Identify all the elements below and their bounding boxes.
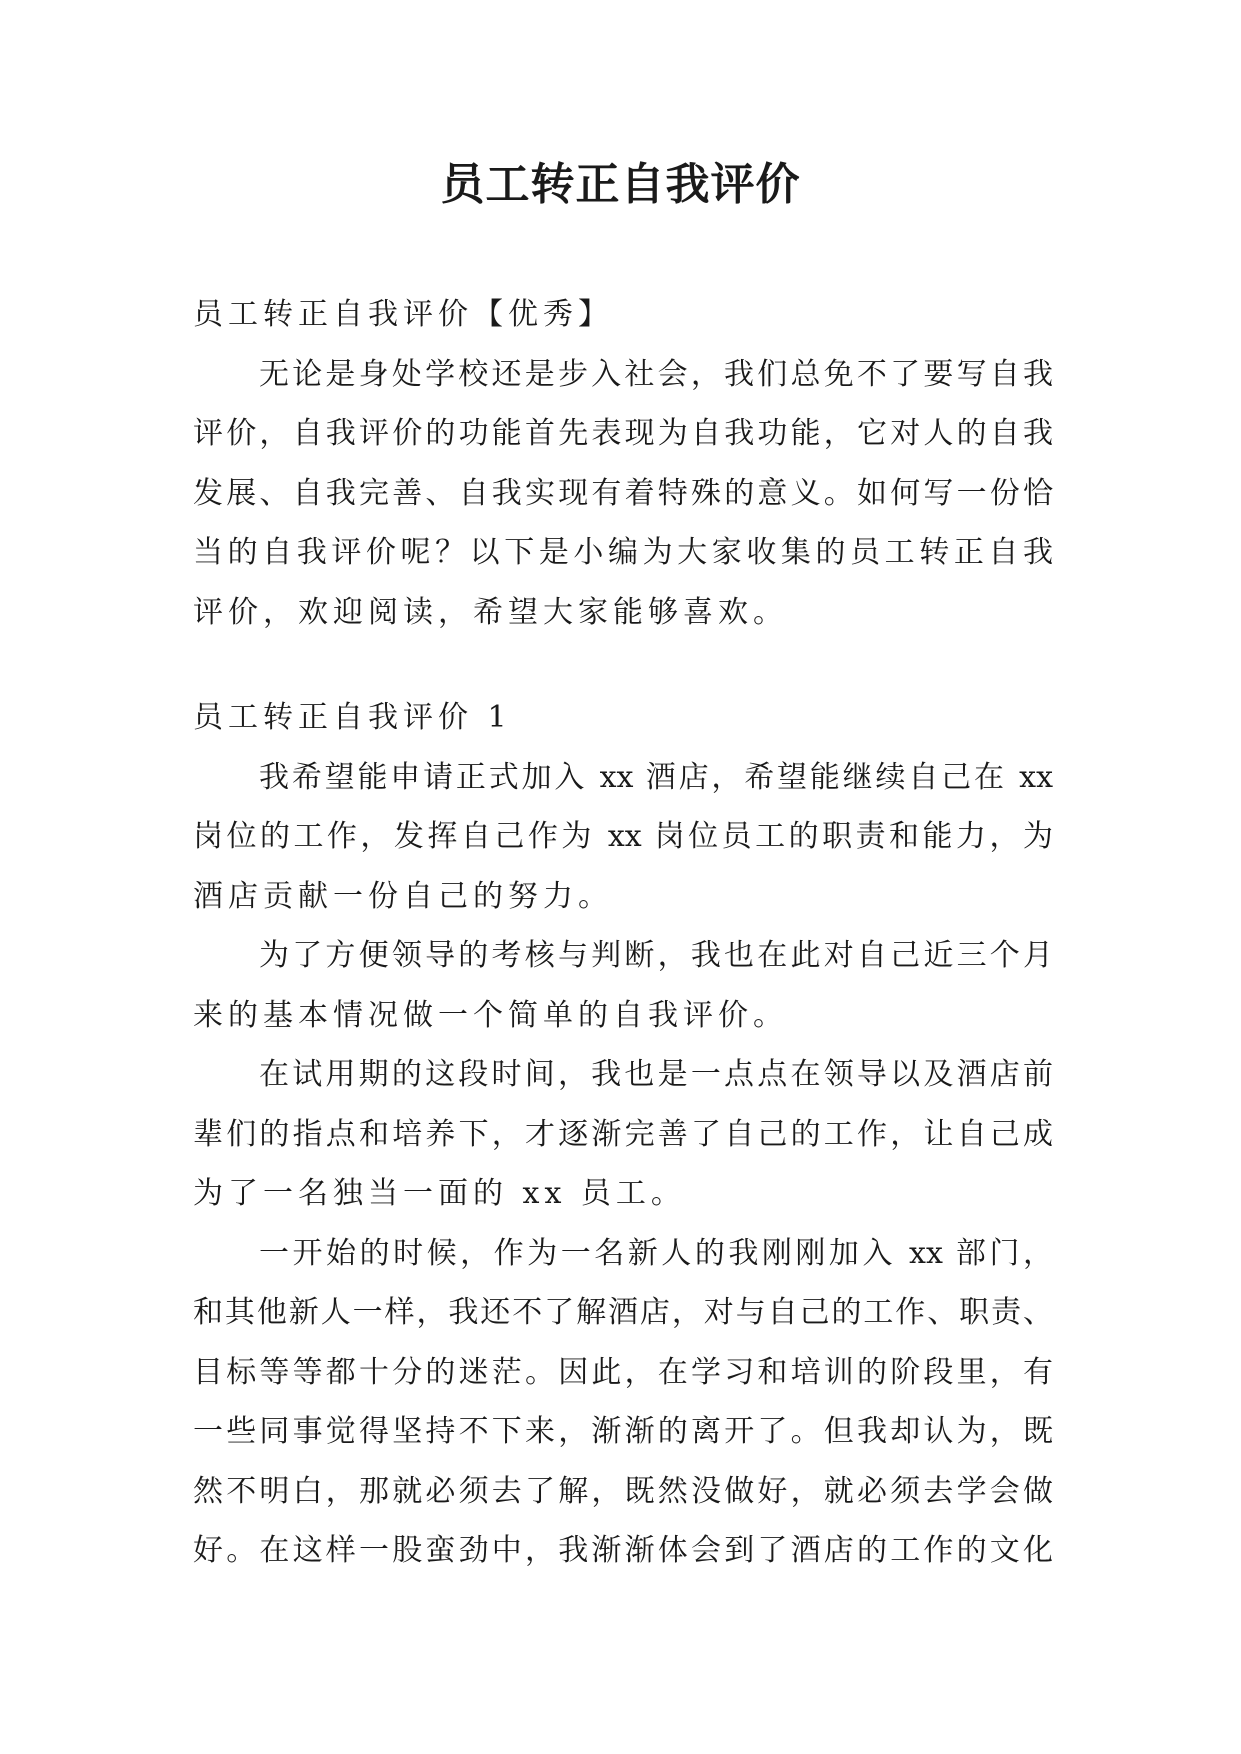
text-line: 我希望能申请正式加入 xx 酒店，希望能继续自己在 xx [259,759,1053,795]
text-line: 辈们的指点和培养下，才逐渐完善了自己的工作，让自己成 [193,1116,1053,1152]
document-title: 员工转正自我评价 [440,159,801,210]
text-line: 发展、自我完善、自我实现有着特殊的意义。如何写一份恰 [193,475,1053,511]
text-line: 在试用期的这段时间，我也是一点点在领导以及酒店前 [259,1057,1053,1092]
text-line: 和其他新人一样，我还不了解酒店，对与自己的工作、职责、 [193,1295,1053,1330]
text-line: 员工转正自我评价 1 [193,700,512,735]
paragraph-gap [193,642,1053,688]
text-line: 来的基本情况做一个简单的自我评价。 [193,997,788,1033]
text-line: 为了方便领导的考核与判断，我也在此对自己近三个月 [259,938,1053,973]
text-line: 岗位的工作，发挥自己作为 xx 岗位员工的职责和能力，为 [193,819,1053,854]
text-line: 员工转正自我评价【优秀】 [193,297,613,332]
text-line: 目标等等都十分的迷茫。因此，在学习和培训的阶段里，有 [193,1354,1053,1390]
text-line: 酒店贡献一份自己的努力。 [193,878,613,914]
document-body [193,285,1053,1581]
text-line: 一些同事觉得坚持不下来，渐渐的离开了。但我却认为，既 [193,1414,1053,1449]
text-line: 评价，自我评价的功能首先表现为自我功能，它对人的自我 [193,416,1053,451]
text-line: 然不明白，那就必须去了解，既然没做好，就必须去学会做 [193,1473,1053,1509]
text-line: 无论是身处学校还是步入社会，我们总免不了要写自我 [259,356,1053,392]
text-line: 好。在这样一股蛮劲中，我渐渐体会到了酒店的工作的文化 [193,1533,1053,1568]
text-line: 为了一名独当一面的 xx 员工。 [193,1176,686,1211]
text-line: 评价，欢迎阅读，希望大家能够喜欢。 [193,594,788,630]
text-line: 一开始的时候，作为一名新人的我刚刚加入 xx 部门， [259,1235,1053,1271]
text-line: 当的自我评价呢？以下是小编为大家收集的员工转正自我 [193,535,1053,570]
